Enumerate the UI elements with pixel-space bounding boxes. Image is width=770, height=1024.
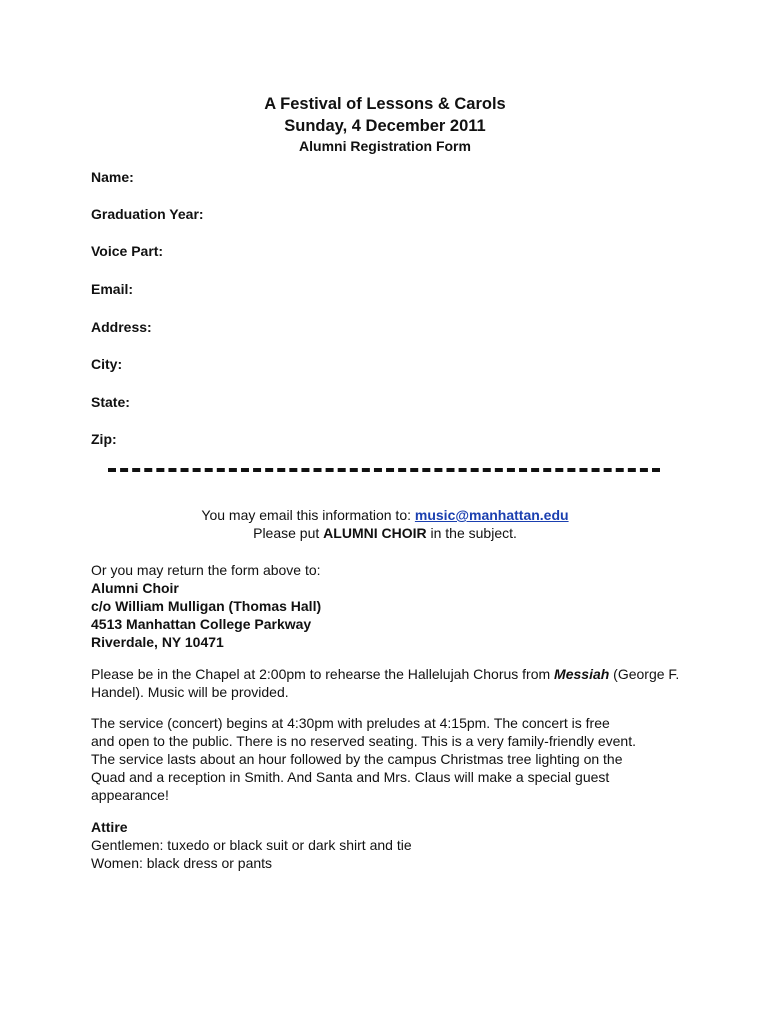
attire-section xyxy=(91,818,691,872)
service-line: Quad and a reception in Smith. And Santa and Mrs. Claus will make a special guest xyxy=(91,769,610,785)
email-link[interactable]: music@manhattan.edu xyxy=(414,507,569,523)
mailing-address-block xyxy=(91,561,691,651)
service-line: and open to the public. There is no reserved seating. This is a very family-friendly event. xyxy=(91,733,636,749)
mail-intro: Or you may return the form above to: xyxy=(91,562,321,578)
rehearsal-text-before: Please be in the Chapel at 2:00pm to rehearse the Hallelujah Chorus from xyxy=(91,666,555,682)
service-line: The service (concert) begins at 4:30pm with preludes at 4:15pm. The concert is free xyxy=(91,715,610,731)
voice-part-field-label: Voice Part: xyxy=(91,243,164,259)
mail-city-state-zip: Riverdale, NY 10471 xyxy=(91,634,224,650)
zip-field-label: Zip: xyxy=(91,431,117,447)
email-instruction-prefix: You may email this information to: xyxy=(201,507,415,523)
mail-recipient: Alumni Choir xyxy=(91,580,179,596)
rehearsal-work-title: Messiah xyxy=(554,666,610,682)
email-instruction xyxy=(0,507,770,523)
service-line: appearance! xyxy=(91,787,169,803)
attire-gentlemen: Gentlemen: tuxedo or black suit or dark shirt and tie xyxy=(91,837,412,853)
mail-street: 4513 Manhattan College Parkway xyxy=(91,616,312,632)
subject-suffix: in the subject. xyxy=(426,525,517,541)
service-paragraph xyxy=(91,714,691,804)
service-line: The service lasts about an hour followed by the campus Christmas tree lighting on the xyxy=(91,751,623,767)
subject-prefix: Please put xyxy=(253,525,324,541)
form-subtitle: Alumni Registration Form xyxy=(299,138,471,154)
graduation-year-field-label: Graduation Year: xyxy=(91,206,204,222)
mail-care-of: c/o William Mulligan (Thomas Hall) xyxy=(91,598,322,614)
attire-heading: Attire xyxy=(91,819,128,835)
rehearsal-paragraph xyxy=(91,665,691,701)
city-field-label: City: xyxy=(91,356,123,372)
document-title: A Festival of Lessons & Carols xyxy=(264,95,506,113)
state-field-label: State: xyxy=(91,394,130,410)
subject-keyword: ALUMNI CHOIR xyxy=(323,525,427,541)
subject-instruction xyxy=(0,525,770,541)
address-field-label: Address: xyxy=(91,319,152,335)
event-date: Sunday, 4 December 2011 xyxy=(284,117,486,135)
name-field-label: Name: xyxy=(91,169,134,185)
rehearsal-text-after: (George F. Handel). Music will be provided. xyxy=(91,666,680,700)
cut-line-divider xyxy=(108,468,660,472)
email-field-label: Email: xyxy=(91,281,134,297)
attire-women: Women: black dress or pants xyxy=(91,855,273,871)
